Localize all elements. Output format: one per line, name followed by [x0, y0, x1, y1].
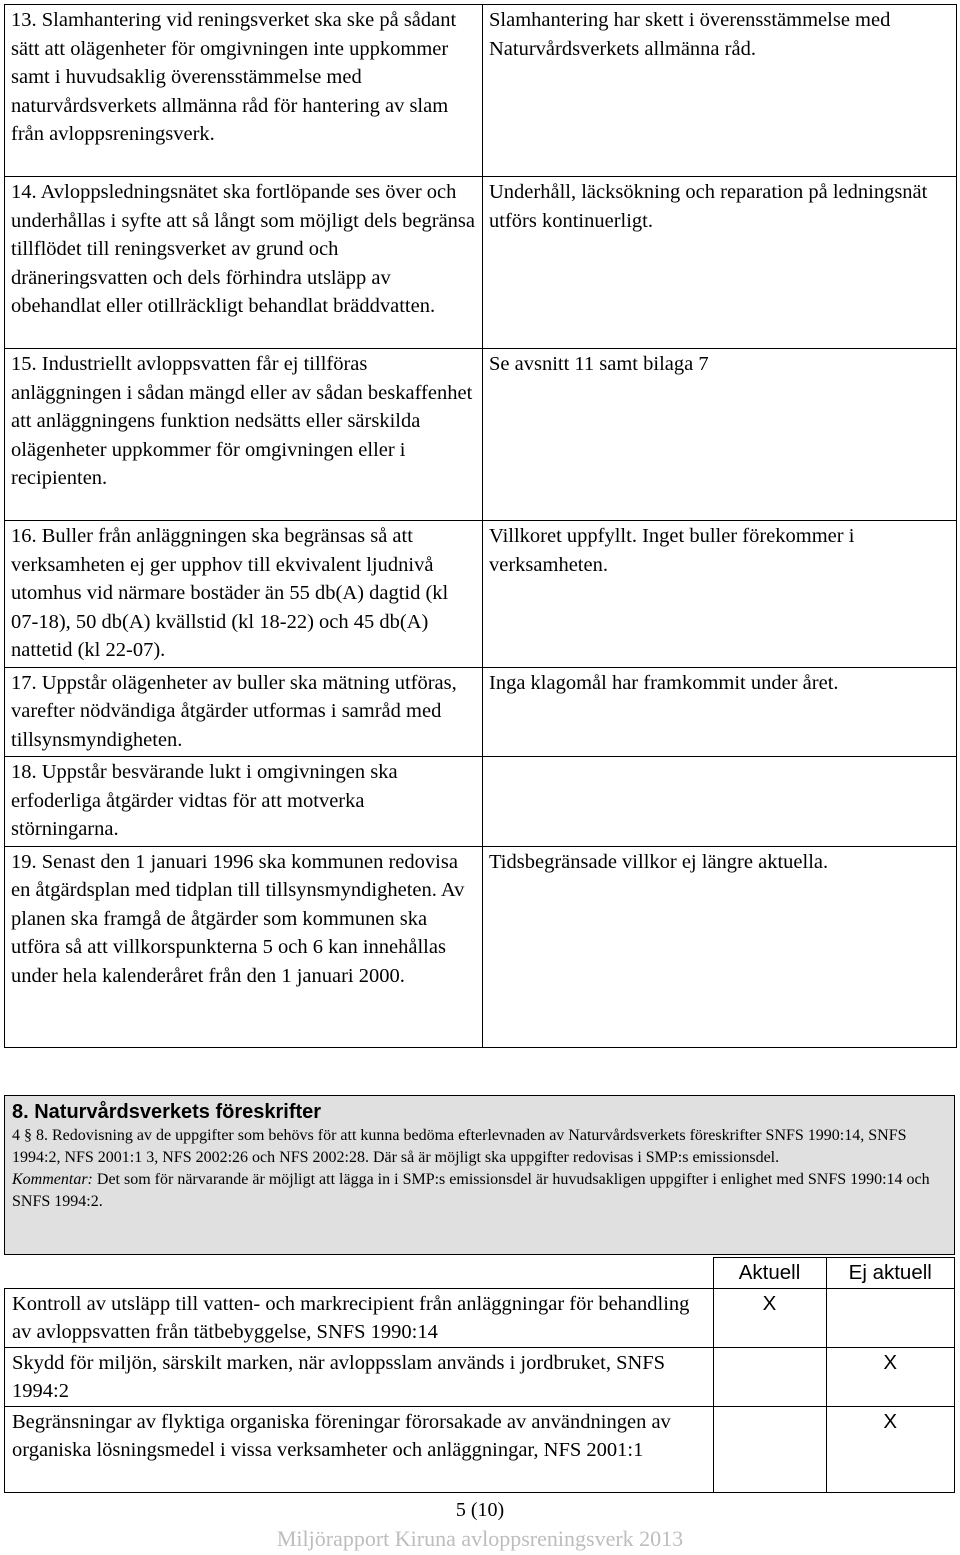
section-paragraph: 4 § 8. Redovisning av de uppgifter som behövs för att kunna bedöma efterlevnaden av Naturvårdsverkets föreskrifter SNFS 1990:14, SNFS 1994:2, NFS 2001:1 3, NFS 2002:26 och NFS 2002:28. Där så är möjligt ska uppgifter redovisas i SMP:s emissionsdel. [12, 1127, 907, 1166]
table-header-row [5, 1258, 955, 1289]
table-row [5, 177, 957, 349]
empty-header-cell [5, 1258, 714, 1289]
status-cell: Villkoret uppfyllt. Inget buller förekommer i verksamheten. [483, 521, 957, 668]
header-current: Aktuell [713, 1258, 826, 1289]
section-comment [12, 1169, 947, 1213]
comment-label: Kommentar: [12, 1171, 93, 1188]
table-row [5, 5, 957, 177]
not-current-mark: X [826, 1407, 955, 1493]
header-not-current: Ej aktuell [826, 1258, 955, 1289]
section-8-box [4, 1095, 955, 1255]
table-row [5, 667, 957, 757]
status-cell [483, 757, 957, 847]
regulations-table [4, 1257, 955, 1493]
comment-text: Det som för närvarande är möjligt att lägga in i SMP:s emissionsdel är huvudsakligen uppgifter i enlighet med SNFS 1990:14 och SNFS 1994:2. [12, 1171, 930, 1210]
page-number: 5 (10) [455, 1499, 505, 1521]
page-footer: Miljörapport Kiruna avloppsreningsverk 2013 [276, 1526, 684, 1551]
status-cell: Inga klagomål har framkommit under året. [483, 667, 957, 757]
table-row [5, 1407, 955, 1493]
table-row [5, 846, 957, 1047]
status-cell: Slamhantering har skett i överensstämmelse med Naturvårdsverkets allmänna råd. [483, 5, 957, 177]
condition-cell: 18. Uppstår besvärande lukt i omgivningen ska erfoderliga åtgärder vidtas för att motverka störningarna. [5, 757, 483, 847]
status-cell: Underhåll, läcksökning och reparation på ledningsnät utförs kontinuerligt. [483, 177, 957, 349]
not-current-mark: X [826, 1348, 955, 1407]
condition-cell: 14. Avloppsledningsnätet ska fortlöpande ses över och underhållas i syfte att så långt som möjligt dels begränsa tillflödet till reningsverket av grund och dräneringsvatten och dels förhindra utsläpp av obehandlat eller otillräckligt behandlat bräddvatten. [5, 177, 483, 349]
status-cell: Se avsnitt 11 samt bilaga 7 [483, 349, 957, 521]
table-row [5, 757, 957, 847]
condition-cell: 19. Senast den 1 januari 1996 ska kommunen redovisa en åtgärdsplan med tidplan till tillsynsmyndigheten. Av planen ska framgå de åtgärder som kommunen ska utföra så att villkorspunkterna 5 och 6 kan innehållas under hela kalenderåret från den 1 januari 2000. [5, 846, 483, 1047]
condition-cell: 17. Uppstår olägenheter av buller ska mätning utföras, varefter nödvändiga åtgärder utformas i samråd med tillsynsmyndigheten. [5, 667, 483, 757]
table-row [5, 521, 957, 668]
conditions-table [4, 4, 957, 1048]
current-mark [713, 1407, 826, 1493]
section-heading: 8. Naturvårdsverkets föreskrifter [12, 1101, 322, 1123]
regulation-text: Kontroll av utsläpp till vatten- och markrecipient från anläggningar för behandling av avloppsvatten från tätbebyggelse, SNFS 1990:14 [5, 1289, 714, 1348]
regulation-text: Skydd för miljön, särskilt marken, när avloppsslam används i jordbruket, SNFS 1994:2 [5, 1348, 714, 1407]
not-current-mark [826, 1289, 955, 1348]
condition-cell: 16. Buller från anläggningen ska begränsas så att verksamheten ej ger upphov till ekvivalent ljudnivå utomhus vid närmare bostäder än 55 db(A) dagtid (kl 07-18), 50 db(A) kvällstid (kl 18-22) och 45 db(A) nattetid (kl 22-07). [5, 521, 483, 668]
current-mark: X [713, 1289, 826, 1348]
regulation-text: Begränsningar av flyktiga organiska föreningar förorsakade av användningen av organiska lösningsmedel i vissa verksamheter och anläggningar, NFS 2001:1 [5, 1407, 714, 1493]
table-row [5, 1348, 955, 1407]
condition-cell: 15. Industriellt avloppsvatten får ej tillföras anläggningen i sådan mängd eller av sådan beskaffenhet att anläggningens funktion nedsätts eller särskilda olägenheter uppkommer för omgivningen eller i recipienten. [5, 349, 483, 521]
status-cell: Tidsbegränsade villkor ej längre aktuella. [483, 846, 957, 1047]
current-mark [713, 1348, 826, 1407]
table-row [5, 349, 957, 521]
table-row [5, 1289, 955, 1348]
condition-cell: 13. Slamhantering vid reningsverket ska ske på sådant sätt att olägenheter för omgivningen inte uppkommer samt i huvudsaklig överensstämmelse med naturvårdsverkets allmänna råd för hantering av slam från avloppsreningsverk. [5, 5, 483, 177]
